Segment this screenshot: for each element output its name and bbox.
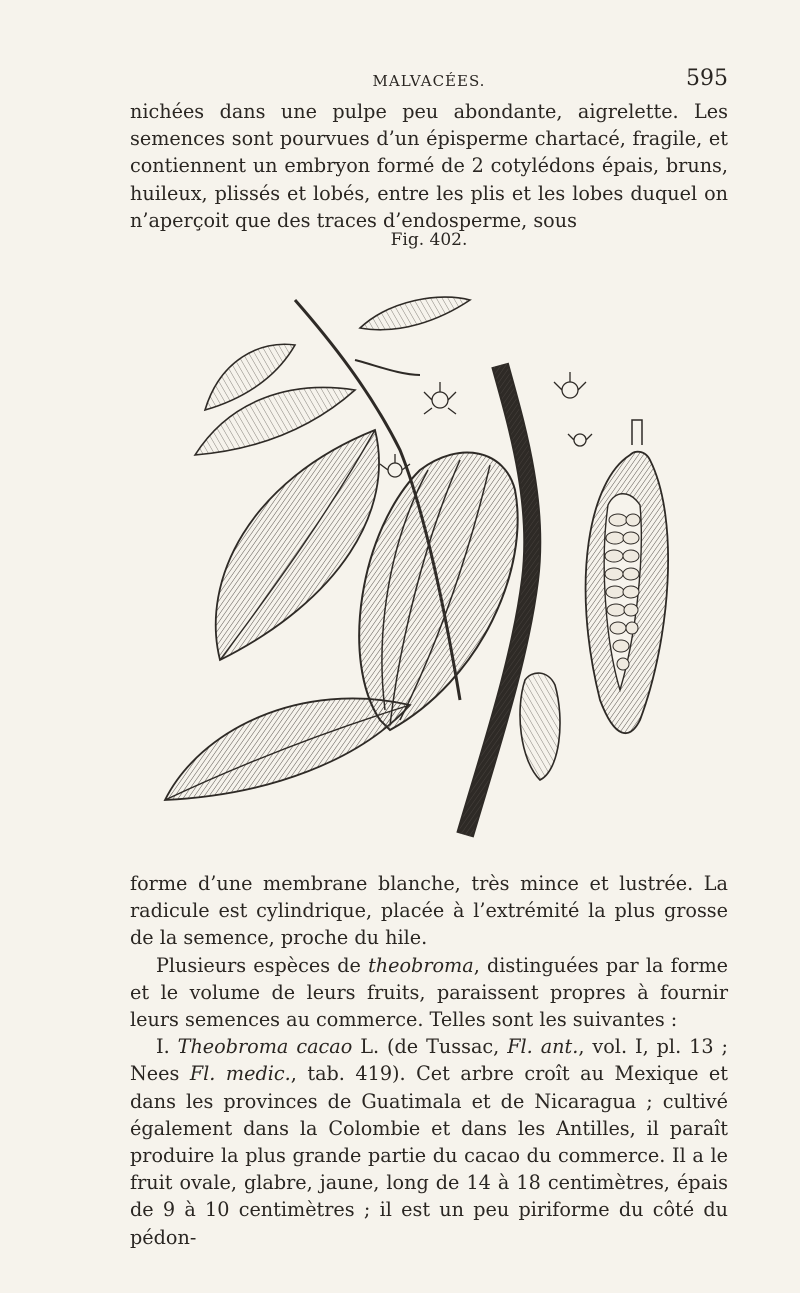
- paragraph-radicule: forme d’une membrane blanche, très mince et lustrée. La radicule est cylindrique, placée à l’extrémité la plus grosse de la semence, proche du hile.: [130, 872, 728, 950]
- paragraph-theobroma-cacao: [130, 1033, 728, 1251]
- p2-genus: theobroma: [368, 953, 474, 977]
- p3-flant: Fl. ant.: [507, 1035, 579, 1059]
- p2-after: , distinguées par la forme et le volume de leurs fruits, paraissent propres à fournir leurs semences au commerce. Telles sont les suivantes :: [130, 953, 729, 1032]
- p2-before: Plusieurs espèces de: [156, 953, 369, 977]
- p3-flmedic: Fl. medic.: [189, 1062, 291, 1086]
- open-cacao-pod: [586, 420, 669, 733]
- p3-a: L. (de Tussac,: [352, 1035, 508, 1059]
- top-paragraph-text: nichées dans une pulpe peu abondante, aigrelette. Les semences sont pourvues d’un épisperme chartacé, fragile, et contiennent un embryon formé de 2 cotylédons épais, bruns, huileux, plissés et lobés, entre les plis et les lobes duquel on n’aperçoit que des traces d’endosperme, sous: [130, 100, 728, 232]
- p3-num: I.: [156, 1035, 178, 1059]
- page-header: [130, 66, 728, 96]
- running-title: MALVACÉES.: [372, 72, 486, 90]
- p3-c: , tab. 419). Cet arbre croît au Mexique et dans les provinces de Guatimala et de Nicaragua ; cultivé également dans la Colombie et dans les Antilles, il paraît produire la plus grande partie du cacao du commerce. Il a le fruit ovale, glabre, jaune, long de 14 à 18 centimètres, épais de 9 à 10 centimètres ; il est un peu piriforme du côté du pédon-: [130, 1062, 728, 1249]
- figure-caption: Fig. 402.: [390, 230, 468, 250]
- p3-b: , vol. I, pl. 13 ; Nees: [130, 1035, 728, 1086]
- page-number: 595: [686, 66, 728, 91]
- p3-species: Theobroma cacao: [177, 1035, 353, 1059]
- cacao-plant-drawing: [160, 280, 680, 850]
- small-cacao-pod: [520, 673, 560, 780]
- bottom-text: [130, 870, 728, 1251]
- cacao-pod: [359, 453, 517, 730]
- cacao-illustration: [160, 280, 680, 850]
- paragraph-especes: [130, 952, 728, 1034]
- top-paragraph: [130, 98, 728, 234]
